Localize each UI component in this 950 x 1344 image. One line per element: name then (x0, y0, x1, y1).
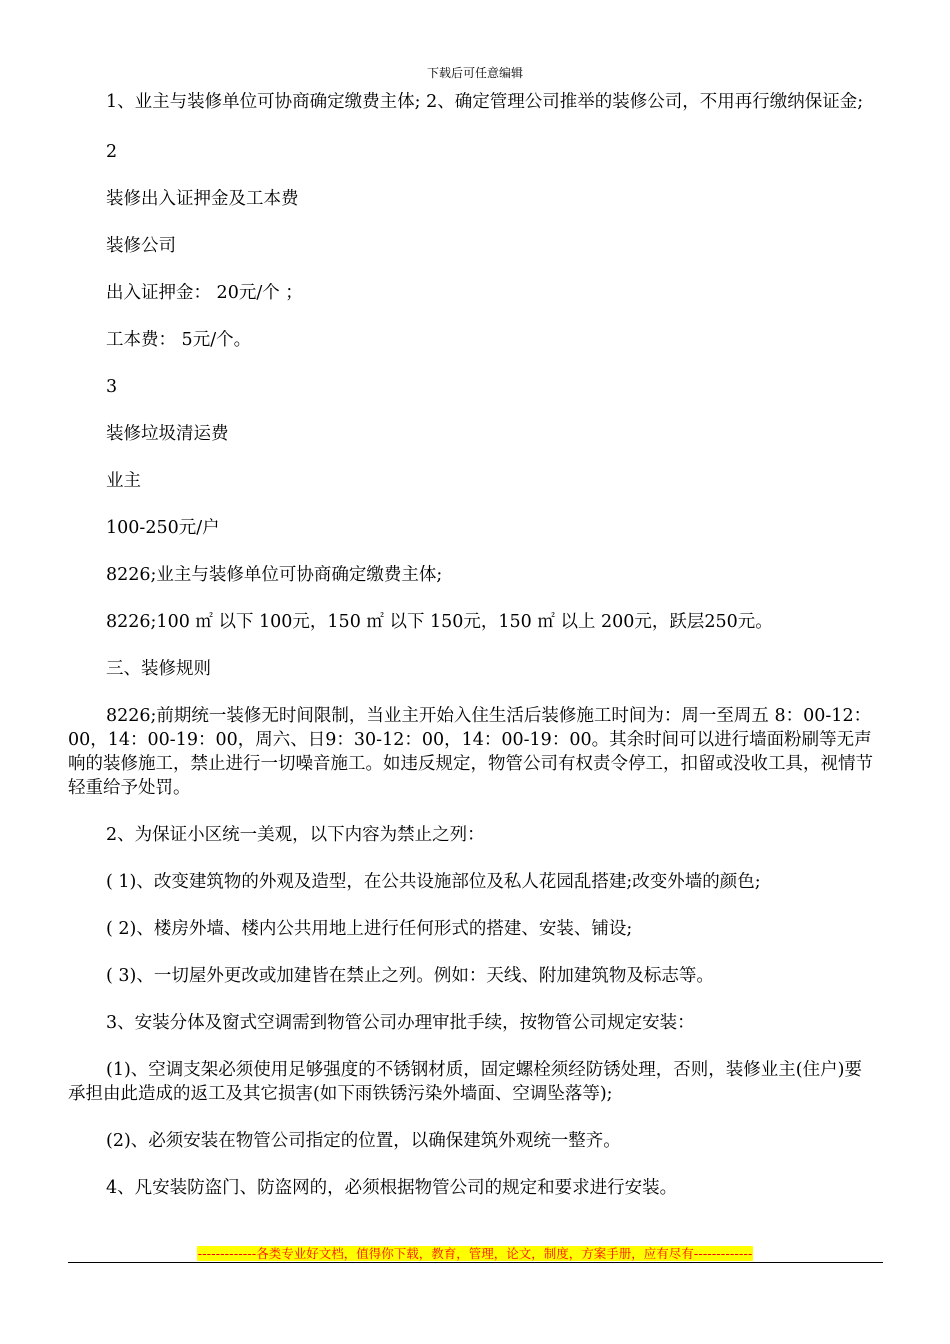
footer-divider (68, 1262, 883, 1263)
document-body (68, 90, 873, 1200)
paragraph: 装修公司 (106, 236, 176, 256)
paragraph: 2 (106, 142, 118, 162)
paragraph: 8226;前期统一装修无时间限制，当业主开始入住生活后装修施工时间为：周一至周五 8：00-12：00，14：00-19：00，周六、日9：30-12：00，14：00-19：00。其余时间可以进行墙面粉刷等无声响的装修施工，禁止进行一切噪音施工。如违反规定，物管公司有权责令停工，扣留或没收工具，视情节轻重给予处罚。 (68, 706, 873, 798)
page-header: 下载后可任意编辑 (426, 66, 523, 80)
paragraph: 装修垃圾清运费 (106, 424, 229, 444)
paragraph: 8226;100 ㎡ 以下 100元，150 ㎡ 以下 150元，150 ㎡ 以上 200元，跃层250元。 (106, 612, 773, 632)
paragraph: 100-250元/户 (106, 518, 220, 538)
paragraph: 3、安装分体及窗式空调需到物管公司办理审批手续，按物管公司规定安装： (106, 1013, 695, 1033)
paragraph: (2)、必须安装在物管公司指定的位置，以确保建筑外观统一整齐。 (106, 1131, 621, 1151)
paragraph: 8226;业主与装修单位可协商确定缴费主体; (106, 565, 443, 585)
paragraph: 3 (106, 377, 118, 397)
footer-banner-text: -------------各类专业好文档，值得你下载，教育，管理，论文，制度，方案手册，应有尽有------------- (197, 1246, 753, 1261)
paragraph: 2、为保证小区统一美观，以下内容为禁止之列： (106, 825, 485, 845)
paragraph: 装修出入证押金及工本费 (106, 189, 299, 209)
paragraph: 工本费： 5元/个。 (106, 330, 252, 350)
paragraph: 1、业主与装修单位可协商确定缴费主体; 2、确定管理公司推举的装修公司，不用再行缴纳保证金; (106, 92, 864, 112)
paragraph: ( 3)、一切屋外更改或加建皆在禁止之列。例如：天线、附加建筑物及标志等。 (106, 966, 714, 986)
paragraph: (1)、空调支架必须使用足够强度的不锈钢材质，固定螺栓须经防锈处理，否则，装修业主(住户)要承担由此造成的返工及其它损害(如下雨铁锈污染外墙面、空调坠落等); (68, 1060, 862, 1104)
paragraph: ( 2)、楼房外墙、楼内公共用地上进行任何形式的搭建、安装、铺设; (106, 919, 633, 939)
paragraph: 4、凡安装防盗门、防盗网的，必须根据物管公司的规定和要求进行安装。 (106, 1178, 678, 1198)
section-heading: 三、装修规则 (106, 659, 211, 679)
paragraph: ( 1)、改变建筑物的外观及造型，在公共设施部位及私人花园乱搭建;改变外墙的颜色; (106, 872, 761, 892)
paragraph: 出入证押金： 20元/个 ； (106, 283, 303, 303)
page-footer (0, 1243, 950, 1262)
paragraph: 业主 (106, 471, 141, 491)
